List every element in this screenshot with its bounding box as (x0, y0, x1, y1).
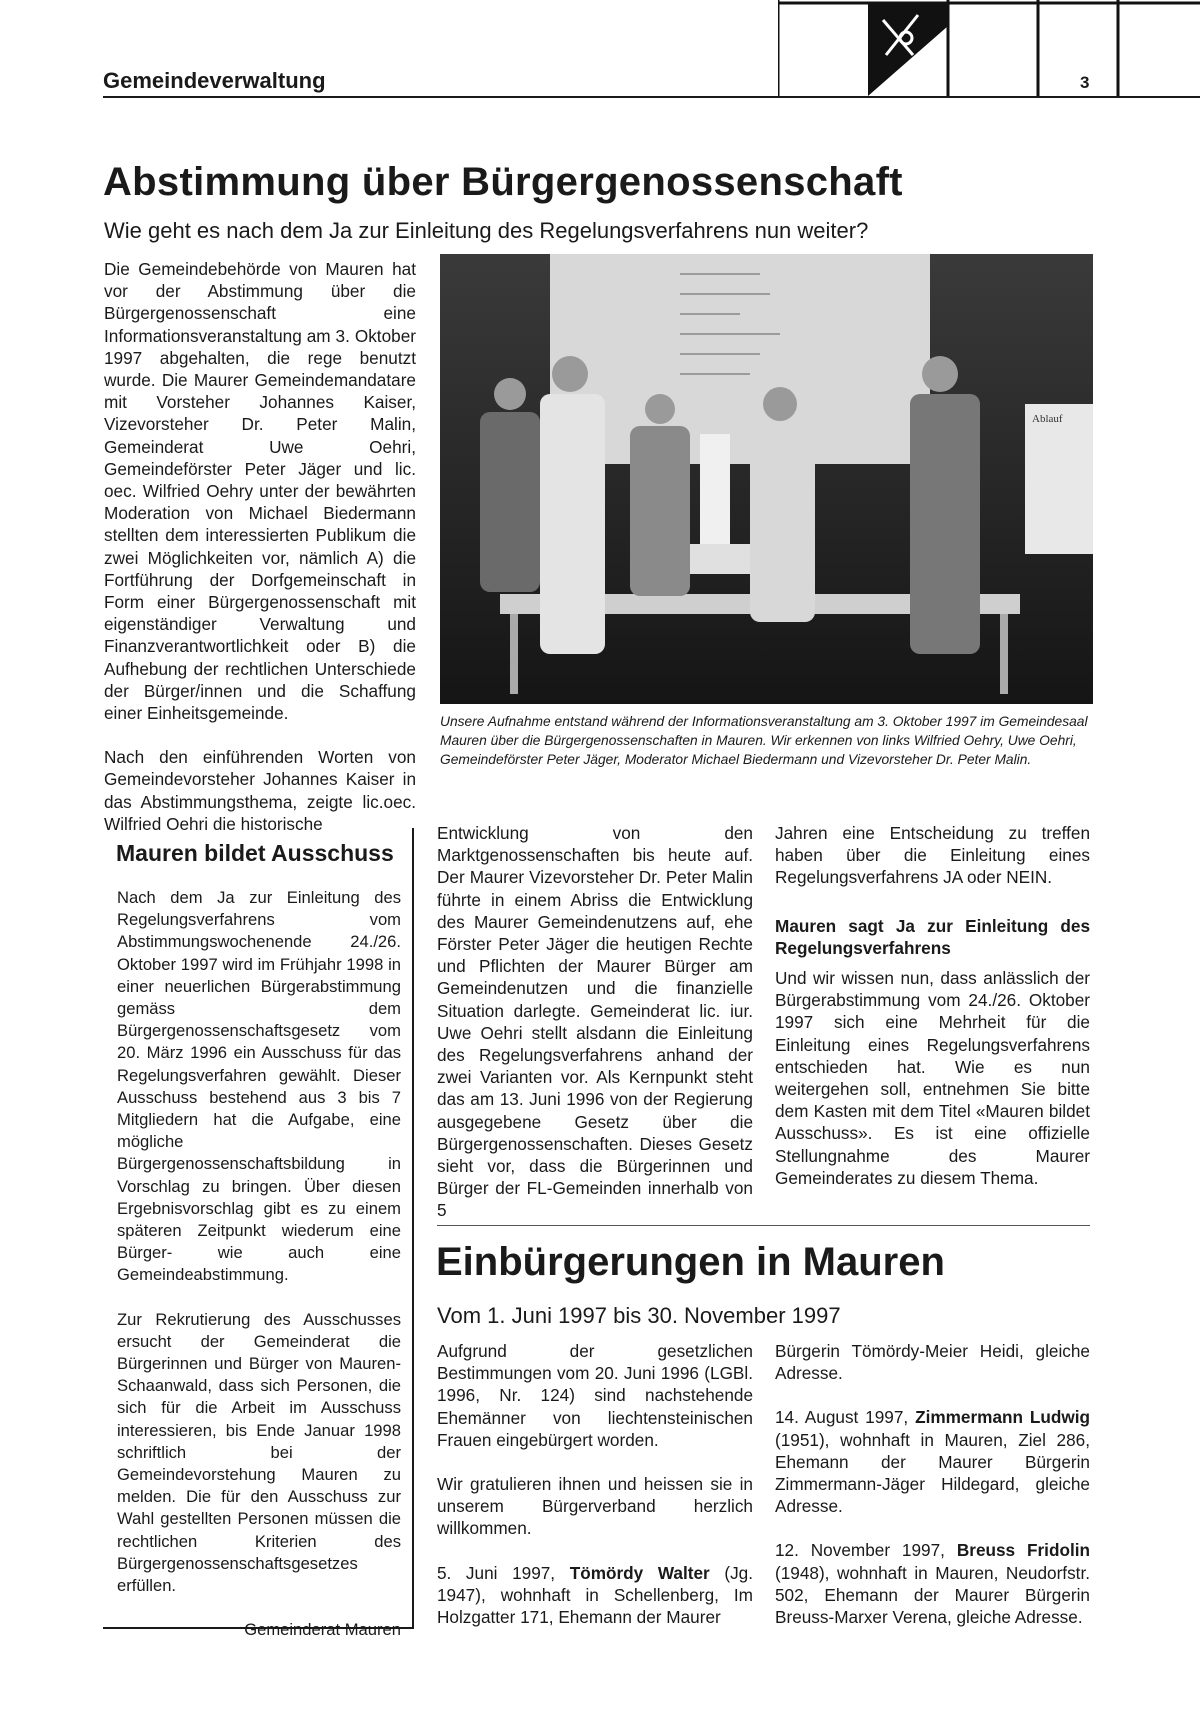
entry-date: 5. Juni 1997, (437, 1562, 556, 1583)
header-rule (103, 96, 1200, 98)
article-title: Abstimmung über Bürgergenossenschaft (103, 160, 903, 204)
entry-continuation: Bürgerin Tömördy-Meier Heidi, gleiche Adresse. (775, 1341, 1090, 1384)
article-paragraph: Entwicklung von den Marktgenossenschaften bis heute auf. Der Maurer Vizevorsteher Dr. Peter Malin führte in einem Abriss die Entwicklung des Maurer Gemeindenutzens auf, ehe Förster Peter Jäger die heutigen Rechte und Pflichten der Maurer Bürger am Gemeindenutzen und die finanzielle Situation darlegte. Gemeinderat lic. iur. Uwe Oehri stellt alsdann die Einleitung des Regelungsverfahrens anhand der zwei Varianten vor. Als Kernpunkt steht das am 13. Juni 1996 von der Regierung ausgegebene Gesetz über die Bürgergenossenschaften. Dieses Gesetz sieht vor, dass die Bürgerinnen und Bürger der FL-Gemeinden innerhalb von 5 (437, 823, 753, 1221)
article-paragraph: Nach den einführenden Worten von Gemeindevorsteher Johannes Kaiser in das Abstimmungsthema, zeigte lic.oec. Wilfried Oehri die historische (104, 747, 416, 834)
box-title: Mauren bildet Ausschuss (116, 840, 394, 866)
naturalization-entry (775, 1539, 1090, 1628)
entry-text: (1948), wohnhaft in Mauren, Neudorfstr. 502, Ehemann der Maurer Bürgerin Breuss-Marxer Verena, gleiche Adresse. (775, 1562, 1090, 1628)
photo-illustration (440, 254, 1093, 704)
article-divider (437, 1225, 1090, 1226)
section-title: Gemeindeverwaltung (103, 68, 326, 93)
article-paragraph: Und wir wissen nun, dass anlässlich der Bürgerabstimmung vom 24./26. Oktober 1997 sich eine Mehrheit für die Einleitung eines Regelungsverfahrens entschieden hat. Wie es nun weitergehen soll, entnehmen Sie bitte dem Kasten mit dem Titel «Mauren bildet Ausschuss». Es ist eine offizielle Stellungnahme des Maurer Gemeinderates zu diesem Thema. (775, 968, 1090, 1188)
article-paragraph: Die Gemeindebehörde von Mauren hat vor der Abstimmung über die Bürgergenossenschaft eine Informationsveranstaltung am 3. Oktober 1997 abgehalten, die rege benutzt wurde. Die Maurer Gemeindemandatare mit Vorsteher Johannes Kaiser, Vizevorsteher Dr. Peter Malin, Gemeinderat Uwe Oehri, Gemeindeförster Peter Jäger und lic. oec. Wilfried Oehry unter der bewährten Moderation von Michael Biedermann stellten dem interessierten Publikum die zwei Möglichkeiten vor, nämlich A) die Fortführung der Dorfgemeinschaft in Form einer Bürgergenossenschaft mit eigenständiger Verwaltung und Finanzverantwortlichkeit oder B) die Aufhebung der rechtlichen Unterschiede der Bürger/innen und die Schaffung einer Einheitsgemeinde. (104, 259, 416, 724)
article-title-2: Einbürgerungen in Mauren (436, 1240, 945, 1284)
flipchart (1025, 404, 1093, 554)
article2-column-1 (437, 1340, 753, 1628)
article-paragraph: Wir gratulieren ihnen und heissen sie in unserem Bürgerverband herzlich willkommen. (437, 1474, 753, 1539)
article-paragraph: Aufgrund der gesetzlichen Bestimmungen vom 20. Juni 1996 (LGBl. 1996, Nr. 124) sind nachstehende Ehemänner von liechtensteinischen Frauen eingebürgert worden. (437, 1341, 753, 1450)
event-photo (440, 254, 1093, 704)
page-number: 3 (1080, 73, 1090, 92)
photo-caption: Unsere Aufnahme entstand während der Informationsveranstaltung am 3. Oktober 1997 im Gemeindesaal Mauren über die Bürgergenossenschaften in Mauren. Wir erkennen von links Wilfried Oehry, Uwe Oehri, Gemeindeförster Peter Jäger, Moderator Michael Biedermann und Vizevorsteher Dr. Peter Malin. (440, 714, 1088, 767)
naturalization-entry (775, 1406, 1090, 1517)
logo-graphic (778, 0, 1200, 96)
article-subtitle-2: Vom 1. Juni 1997 bis 30. November 1997 (437, 1303, 841, 1328)
article-paragraph: Jahren eine Entscheidung zu treffen haben über die Einleitung eines Regelungsverfahrens JA oder NEIN. (775, 823, 1090, 888)
entry-name: Tömördy Walter (569, 1562, 710, 1583)
entry-name: Breuss Fridolin (956, 1540, 1091, 1561)
article-column-2 (437, 822, 753, 1222)
article-column-3 (775, 822, 1090, 1189)
box-body (117, 887, 401, 1642)
article-subtitle: Wie geht es nach dem Ja zur Einleitung des Regelungsverfahrens nun weiter? (104, 218, 869, 243)
box-signature: Gemeinderat Mauren (244, 1620, 401, 1640)
box-paragraph: Zur Rekrutierung des Ausschusses ersucht der Gemeinderat die Bürgerinnen und Bürger von Mauren-Schaanwald, dass sich Personen, die sich für die Arbeit im Ausschuss interessieren, bis Ende Januar 1998 schriftlich bei der Gemeindevorstehung Mauren zu melden. Die für den Ausschuss zur Wahl gestellten Personen müssen die rechtlichen Kriterien des Bürgergenossenschaftsgesetzes erfüllen. (117, 1309, 401, 1596)
box-right-border (412, 828, 414, 1628)
naturalization-entry (437, 1562, 753, 1629)
entry-text: (1951), wohnhaft in Mauren, Ziel 286, Ehemann der Maurer Bürgerin Zimmermann-Jäger Hildegard, gleiche Adresse. (775, 1429, 1090, 1517)
projection-screen (550, 254, 930, 464)
article2-column-2 (775, 1340, 1090, 1628)
entry-text: (Jg. 1947), wohnhaft in Schellenberg, Im Holzgatter 171, Ehemann der Maurer (437, 1562, 753, 1628)
article-column-1 (104, 258, 416, 835)
flipchart-title: Ablauf (1032, 413, 1063, 425)
entry-date: 14. August 1997, (775, 1407, 909, 1428)
article-subheading: Mauren sagt Ja zur Einleitung des Regelungsverfahrens (775, 915, 1090, 958)
entry-name: Zimmermann Ludwig (915, 1407, 1091, 1428)
box-paragraph: Nach dem Ja zur Einleitung des Regelungsverfahrens vom Abstimmungswochenende 24./26. Oktober 1997 wird im Frühjahr 1998 in einer neuerlichen Bürgerabstimmung gemäss dem Bürgergenossenschaftsgesetz vom 20. März 1996 ein Ausschuss für das Regelungsverfahren gewählt. Dieser Ausschuss bestehend aus 3 bis 7 Mitgliedern hat die Aufgabe, eine mögliche Bürgergenossenschaftsbildung in Vorschlag zu bringen. Über diesen Ergebnisvorschlag gibt es zu einem späteren Zeitpunkt wiederum eine Bürger- wie auch eine Gemeindeabstimmung. (117, 888, 401, 1285)
entry-date: 12. November 1997, (775, 1540, 945, 1561)
header-logo-block (778, 0, 1200, 96)
